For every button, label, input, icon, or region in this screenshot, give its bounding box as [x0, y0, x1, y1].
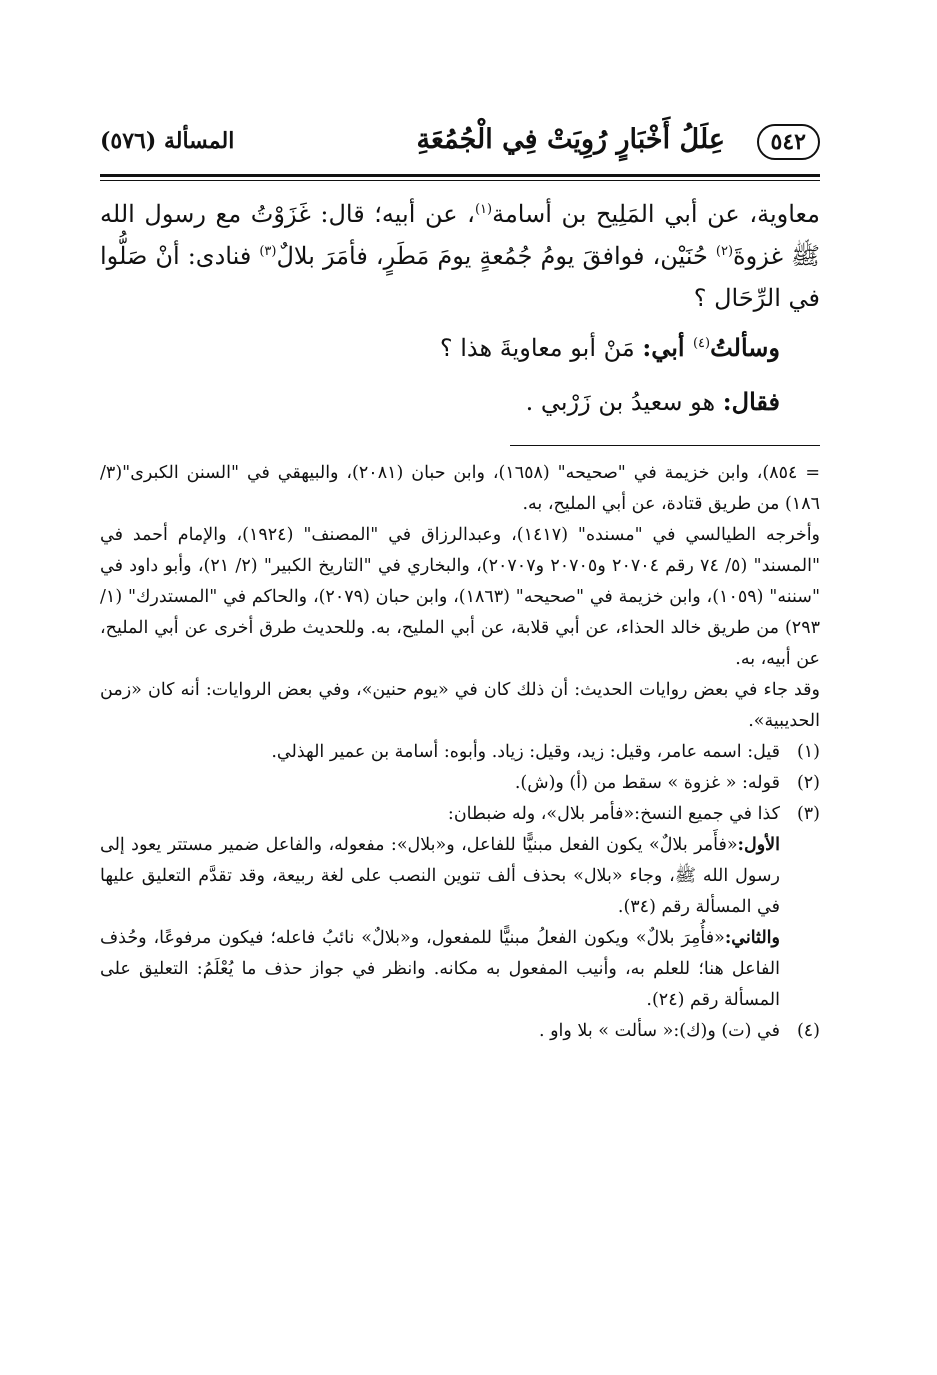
footnote-2 [100, 768, 820, 799]
text-run: معاوية، عن أبي المَلِيح بن أسامة [492, 200, 820, 228]
footnote-text: في (ت) و(ك):« سألت » بلا واو . [538, 1021, 780, 1041]
page-number-badge: ٥٤٢ [757, 124, 820, 160]
header-rule-thick [100, 174, 820, 177]
answer-text: هو سعيدُ بن زَرْبي . [525, 388, 723, 416]
header-rule-thin [100, 180, 820, 181]
running-title: عِلَلُ أَخْبَارٍ رُوِيَتْ فِي الْجُمُعَةِ [416, 124, 725, 155]
footnote-paragraph: وقد جاء في بعض روايات الحديث: أن ذلك كان في «يوم حنين»، وفي بعض الروايات: أنه كان «زمن الحديبية». [100, 680, 820, 731]
footnote-number: (٢) [796, 773, 820, 793]
text-run: ، عن أبيه؛ قال: غَزَوْتُ مع رسول الله ﷺ غزوةَ [100, 200, 821, 270]
second-label: والثاني: [724, 928, 780, 948]
footnote-continuation: = ٨٥٤)، وابن خزيمة في "صحيحه" (١٦٥٨)، وابن حبان (٢٠٨١)، والبيهقي في "السنن الكبرى"(٣/ ١٨٦) من طريق قتادة، عن أبي المليح، به. [100, 463, 821, 514]
page-header [100, 120, 820, 172]
footnote-number: (٤) [796, 1021, 820, 1041]
question-lead: وسألتُ [710, 333, 780, 362]
question [100, 327, 780, 369]
footnote-4 [100, 1016, 820, 1047]
footnote-separator [510, 445, 820, 446]
footnote-number: (١) [796, 742, 820, 762]
second-text: «فأُمِرَ بلالٌ» ويكون الفعلُ مبنيًّا للمفعول، و«بلالٌ» نائبُ فاعله؛ فيكون مرفوعًا، وحُذف الفاعل هنا؛ للعلم به، وأنيب المفعول به مكانه. وانظر في جواز حذف ما يُعْلَمُ: التعليق على المسألة رقم (٢٤). [100, 928, 780, 1010]
footnote-text: قيل: اسمه عامر، وقيل: زيد، وقيل: زياد. وأبوه: أسامة بن عمير الهذلي. [271, 742, 780, 762]
answer-bold: فقال: [722, 387, 780, 416]
footnote-paragraph: وأخرجه الطيالسي في "مسنده" (١٤١٧)، وعبدالرزاق في "المصنف" (١٩٢٤)، والإمام أحمد في "المسند" (٥/ ٧٤ رقم ٢٠٧٠٤ و٢٠٧٠٥ و٢٠٧٠٧)، والبخاري في "التاريخ الكبير" (٢/ ٢١)، وأبو داود في "سننه" (١٠٥٩)، وابن خزيمة في "صحيحه" (١٨٦٣)، وابن حبان (٢٠٧٩)، والحاكم في "المستدرك" (١/ ٢٩٣) من طريق خالد الحذاء، عن أبي قلابة، عن أبي المليح، به. وللحديث طرق أخرى عن أبي المليح، عن أبيه، به. [100, 525, 821, 669]
footnote-3-second [100, 923, 820, 1016]
first-text: «فأَمر بلالٌ» يكون الفعل مبنيًّا للفاعل، و«بلال»: مفعوله، والفاعل ضمير مستتر يعود إلى رسول الله ﷺ، وجاء «بلال» بحذف ألف تنوين النصب على لغة ربيعة، وقد تقدَّم التعليق عليها في المسألة رقم (٣٤). [100, 835, 780, 917]
main-text [100, 193, 820, 319]
answer [100, 381, 780, 423]
footnote-3 [100, 799, 820, 830]
question-text: مَنْ أبو معاويةَ هذا ؟ [439, 334, 643, 362]
book-page [100, 120, 820, 1047]
text-run: فنادى: أنْ صَلُّوا في الرِّحَال ؟ [100, 242, 820, 312]
first-label: الأول: [737, 835, 780, 855]
footnote-text: قوله: « غزوة » سقط من (أ) و(ش). [514, 773, 780, 793]
footnote-3-first [100, 830, 820, 923]
footnote-ref-3: (٣) [259, 244, 277, 259]
issue-label: المسألة (٥٧٦) [100, 128, 235, 154]
footnote-ref-4: (٤) [692, 336, 711, 351]
footnote-ref-2: (٢) [715, 244, 734, 259]
footnote-ref-1: (١) [474, 202, 493, 217]
question-bold: أبي: [642, 333, 693, 362]
hadith-paragraph [100, 193, 820, 319]
footnotes [100, 458, 820, 1047]
question-answer [100, 327, 820, 423]
text-run: حُنَيْن، فوافقَ يومُ جُمُعةٍ يومَ مَطَرٍ، فأمَرَ بلالٌ [276, 242, 716, 270]
footnote-1 [100, 737, 820, 768]
footnote-number: (٣) [796, 804, 820, 824]
footnote-text: كذا في جميع النسخ:«فأمر بلال»، وله ضبطان: [447, 804, 780, 824]
